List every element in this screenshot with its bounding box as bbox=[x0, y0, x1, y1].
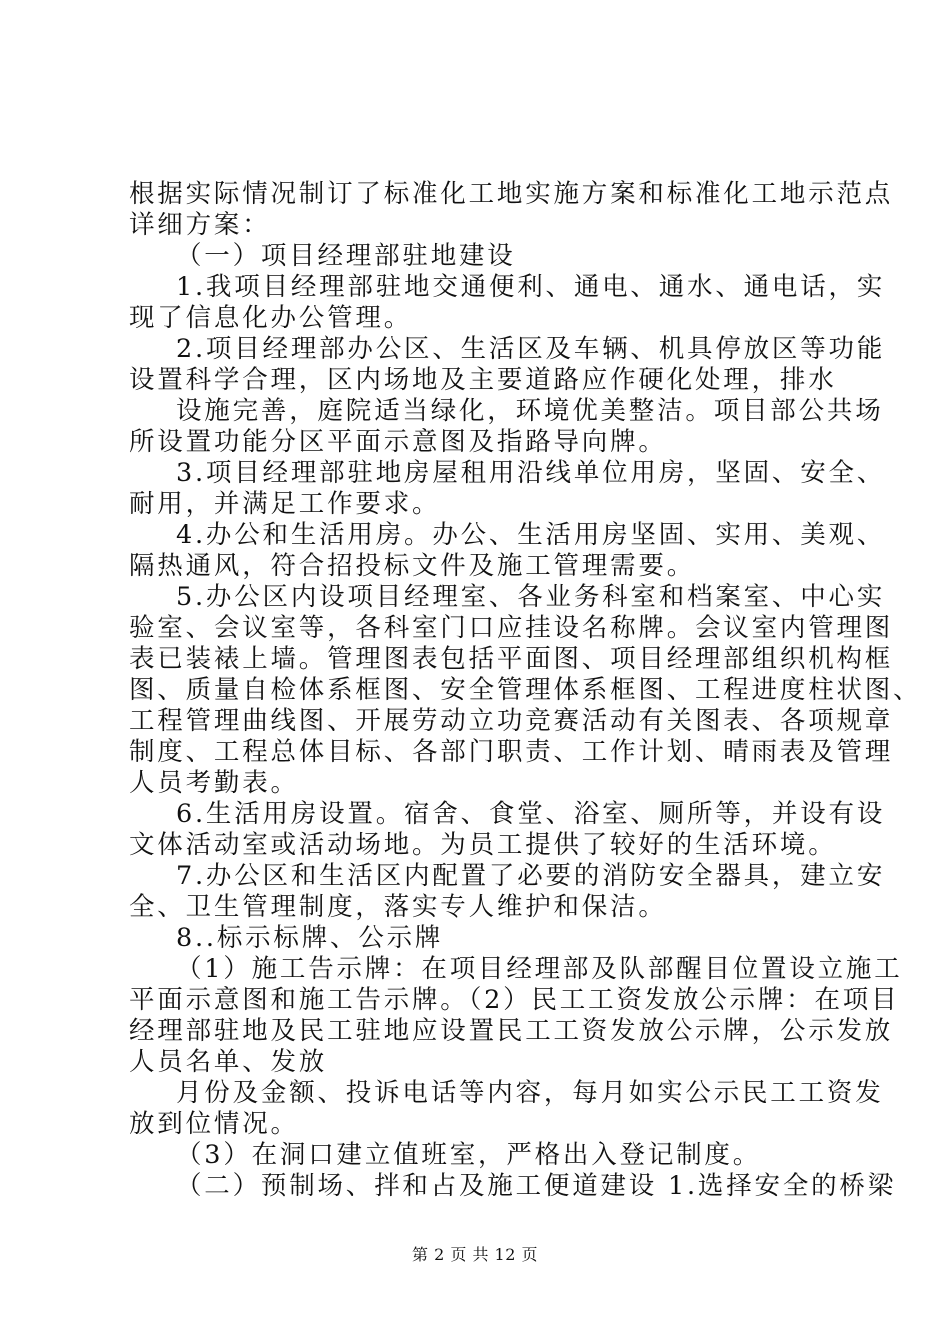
text-line: 设置科学合理，区内场地及主要道路应作硬化处理，排水 bbox=[129, 365, 837, 395]
text-line: 根据实际情况制订了标准化工地实施方案和标准化工地示范点 bbox=[129, 179, 894, 209]
text-line: 所设置功能分区平面示意图及指路导向牌。 bbox=[129, 427, 667, 457]
text-line: 1.我项目经理部驻地交通便利、通电、通水、通电话，实 bbox=[176, 272, 886, 302]
text-line: （二）预制场、拌和占及施工便道建设 1.选择安全的桥梁 bbox=[176, 1171, 897, 1201]
text-line: （3）在洞口建立值班室，严格出入登记制度。 bbox=[176, 1140, 762, 1170]
text-line: 7.办公区和生活区内配置了必要的消防安全器具，建立安 bbox=[176, 861, 886, 891]
page-number-footer: 第 2 页 共 12 页 bbox=[412, 1245, 538, 1264]
text-line: 5.办公区内设项目经理室、各业务科室和档案室、中心实 bbox=[176, 582, 886, 612]
text-line: 人员名单、发放 bbox=[129, 1047, 328, 1077]
text-line: 工程管理曲线图、开展劳动立功竞赛活动有关图表、各项规章 bbox=[129, 706, 894, 736]
text-line: 2.项目经理部办公区、生活区及车辆、机具停放区等功能 bbox=[176, 334, 886, 364]
text-line: 耐用，并满足工作要求。 bbox=[129, 489, 441, 519]
text-line: 制度、工程总体目标、各部门职责、工作计划、晴雨表及管理 bbox=[129, 737, 894, 767]
text-line: 3.项目经理部驻地房屋租用沿线单位用房，坚固、安全、 bbox=[176, 458, 886, 488]
text-line: 人员考勤表。 bbox=[129, 768, 299, 798]
text-line: （一）项目经理部驻地建设 bbox=[176, 241, 516, 271]
text-line: 图、质量自检体系框图、安全管理体系框图、工程进度柱状图、 bbox=[129, 675, 922, 705]
text-line: 放到位情况。 bbox=[129, 1109, 299, 1139]
text-line: 经理部驻地及民工驻地应设置民工工资发放公示牌，公示发放 bbox=[129, 1016, 894, 1046]
text-line: 平面示意图和施工告示牌。（2）民工工资发放公示牌：在项目 bbox=[129, 985, 900, 1015]
text-line: 月份及金额、投诉电话等内容，每月如实公示民工工资发 bbox=[176, 1078, 884, 1108]
text-line: 隔热通风，符合招投标文件及施工管理需要。 bbox=[129, 551, 696, 581]
text-line: 现了信息化办公管理。 bbox=[129, 303, 413, 333]
text-line: 8..标示标牌、公示牌 bbox=[176, 923, 444, 953]
text-line: 4.办公和生活用房。办公、生活用房坚固、实用、美观、 bbox=[176, 520, 886, 550]
text-line: 表已装裱上墙。管理图表包括平面图、项目经理部组织机构框 bbox=[129, 644, 894, 674]
text-line: 6.生活用房设置。宿舍、食堂、浴室、厕所等，并设有设 bbox=[176, 799, 886, 829]
text-line: 设施完善，庭院适当绿化，环境优美整洁。项目部公共场 bbox=[176, 396, 884, 426]
text-line: 文体活动室或活动场地。为员工提供了较好的生活环境。 bbox=[129, 830, 837, 860]
text-line: （1）施工告示牌：在项目经理部及队部醒目位置设立施工 bbox=[176, 954, 903, 984]
text-line: 详细方案： bbox=[129, 210, 271, 240]
text-line: 验室、会议室等，各科室门口应挂设名称牌。会议室内管理图 bbox=[129, 613, 894, 643]
text-line: 全、卫生管理制度，落实专人维护和保洁。 bbox=[129, 892, 667, 922]
